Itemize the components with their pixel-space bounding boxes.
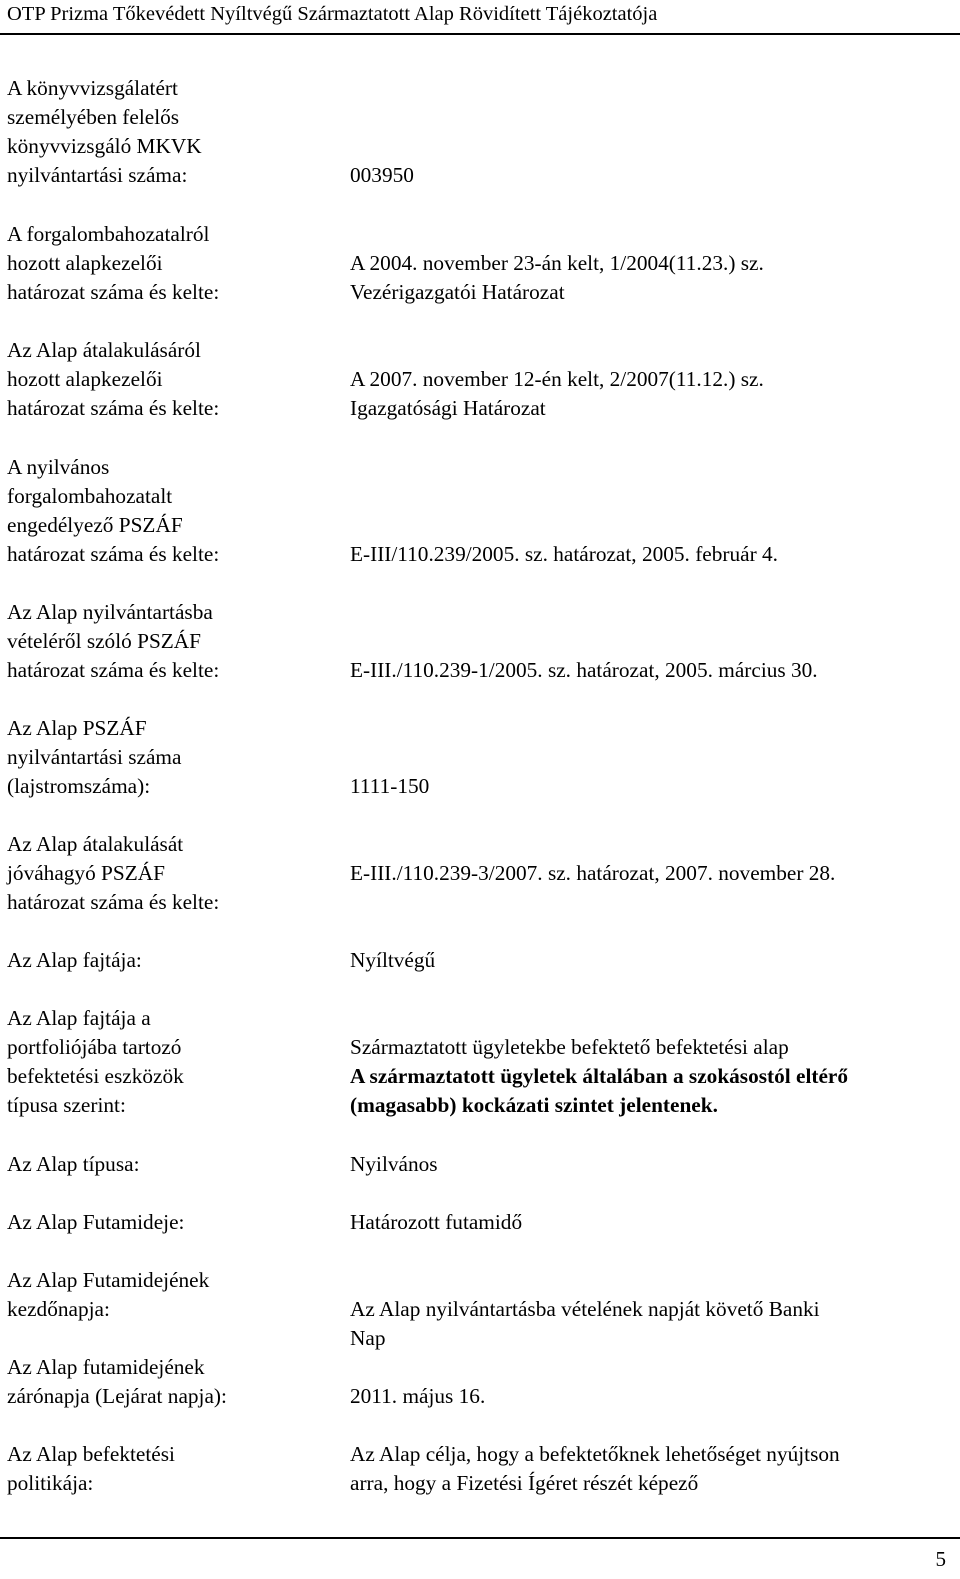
value-line: Nap: [350, 1326, 386, 1350]
field-label: [7, 1150, 347, 1179]
field-value: [350, 946, 950, 975]
label-line: A forgalombahozatalról: [7, 222, 210, 246]
value-line: E-III/110.239/2005. sz. határozat, 2005. február 4.: [350, 542, 778, 566]
label-line: határozat száma és kelte:: [7, 280, 220, 304]
label-line: politikája:: [7, 1471, 94, 1495]
value-line: A 2007. november 12-én kelt, 2/2007(11.12.) sz.: [350, 367, 764, 391]
label-line: Az Alap futamidejének: [7, 1355, 205, 1379]
field-label: [7, 714, 347, 801]
label-line: kezdőnapja:: [7, 1297, 110, 1321]
label-line: forgalombahozatalt: [7, 484, 173, 508]
label-line: A könyvvizsgálatért: [7, 76, 178, 100]
value-line: arra, hogy a Fizetési Ígéret részét képező: [350, 1471, 699, 1495]
label-line: Az Alap nyilvántartásba: [7, 600, 213, 624]
field-label: [7, 1353, 347, 1411]
value-line: 2011. május 16.: [350, 1384, 486, 1408]
field-value: [350, 1033, 950, 1120]
label-line: Az Alap Futamidejének: [7, 1268, 210, 1292]
label-line: hozott alapkezelői: [7, 367, 163, 391]
label-line: határozat száma és kelte:: [7, 658, 220, 682]
field-label: [7, 220, 347, 307]
value-line: Vezérigazgatói Határozat: [350, 280, 565, 304]
label-line: jóváhagyó PSZÁF: [7, 861, 165, 885]
field-label: [7, 1208, 347, 1237]
field-label: [7, 1004, 347, 1120]
risk-warning-line: (magasabb) kockázati szintet jelentenek.: [350, 1093, 718, 1117]
label-line: vételéről szóló PSZÁF: [7, 629, 202, 653]
field-label: [7, 453, 347, 569]
label-line: befektetési eszközök: [7, 1064, 184, 1088]
value-line: Az Alap nyilvántartásba vételének napját követő Banki: [350, 1297, 820, 1321]
label-line: határozat száma és kelte:: [7, 396, 220, 420]
field-label: [7, 1266, 347, 1324]
value-line: Nyíltvégű: [350, 948, 436, 972]
label-line: Az Alap típusa:: [7, 1152, 140, 1176]
label-line: Az Alap fajtája:: [7, 948, 142, 972]
field-label: [7, 830, 347, 917]
label-line: A nyilvános: [7, 455, 110, 479]
field-value: [350, 249, 950, 307]
field-label: [7, 336, 347, 423]
label-line: személyében felelős: [7, 105, 180, 129]
field-label: [7, 946, 347, 975]
field-value: [350, 1382, 950, 1411]
field-value: [350, 772, 950, 801]
field-value: [350, 540, 950, 569]
field-value: [350, 365, 950, 423]
field-value: [350, 1208, 950, 1237]
label-line: típusa szerint:: [7, 1093, 126, 1117]
value-line: Nyilvános: [350, 1152, 438, 1176]
value-line: 003950: [350, 163, 414, 187]
label-line: nyilvántartási száma:: [7, 163, 188, 187]
field-value: [350, 1440, 950, 1498]
value-line: 1111-150: [350, 774, 430, 798]
label-line: könyvvizsgáló MKVK: [7, 134, 202, 158]
field-value: [350, 859, 950, 888]
label-line: Az Alap befektetési: [7, 1442, 175, 1466]
label-line: határozat száma és kelte:: [7, 890, 220, 914]
value-line: Igazgatósági Határozat: [350, 396, 546, 420]
label-line: (lajstromszáma):: [7, 774, 151, 798]
label-line: Az Alap PSZÁF: [7, 716, 147, 740]
field-value: [350, 1295, 950, 1353]
label-line: zárónapja (Lejárat napja):: [7, 1384, 227, 1408]
label-line: nyilvántartási száma: [7, 745, 182, 769]
field-value: [350, 1150, 950, 1179]
value-line: E-III./110.239-3/2007. sz. határozat, 2007. november 28.: [350, 861, 836, 885]
document-header-title: OTP Prizma Tőkevédett Nyíltvégű Származtatott Alap Rövidített Tájékoztatója: [7, 3, 658, 25]
risk-warning-line: A származtatott ügyletek általában a szokásostól eltérő: [350, 1064, 849, 1088]
label-line: hozott alapkezelői: [7, 251, 163, 275]
value-line: Az Alap célja, hogy a befektetőknek lehetőséget nyújtson: [350, 1442, 840, 1466]
label-line: határozat száma és kelte:: [7, 542, 220, 566]
field-label: [7, 1440, 347, 1498]
label-line: Az Alap Futamideje:: [7, 1210, 185, 1234]
label-line: Az Alap átalakulásáról: [7, 338, 201, 362]
field-label: [7, 74, 347, 190]
value-line: Származtatott ügyletekbe befektető befektetési alap: [350, 1035, 789, 1059]
value-line: E-III./110.239-1/2005. sz. határozat, 2005. március 30.: [350, 658, 818, 682]
footer-divider: [0, 1537, 960, 1539]
field-value: [350, 656, 950, 685]
field-label: [7, 598, 347, 685]
label-line: portfoliójába tartozó: [7, 1035, 182, 1059]
label-line: engedélyező PSZÁF: [7, 513, 183, 537]
label-line: Az Alap átalakulását: [7, 832, 184, 856]
page-number: 5: [935, 1547, 946, 1571]
field-value: [350, 161, 950, 190]
value-line: A 2004. november 23-án kelt, 1/2004(11.23.) sz.: [350, 251, 764, 275]
label-line: Az Alap fajtája a: [7, 1006, 151, 1030]
value-line: Határozott futamidő: [350, 1210, 523, 1234]
